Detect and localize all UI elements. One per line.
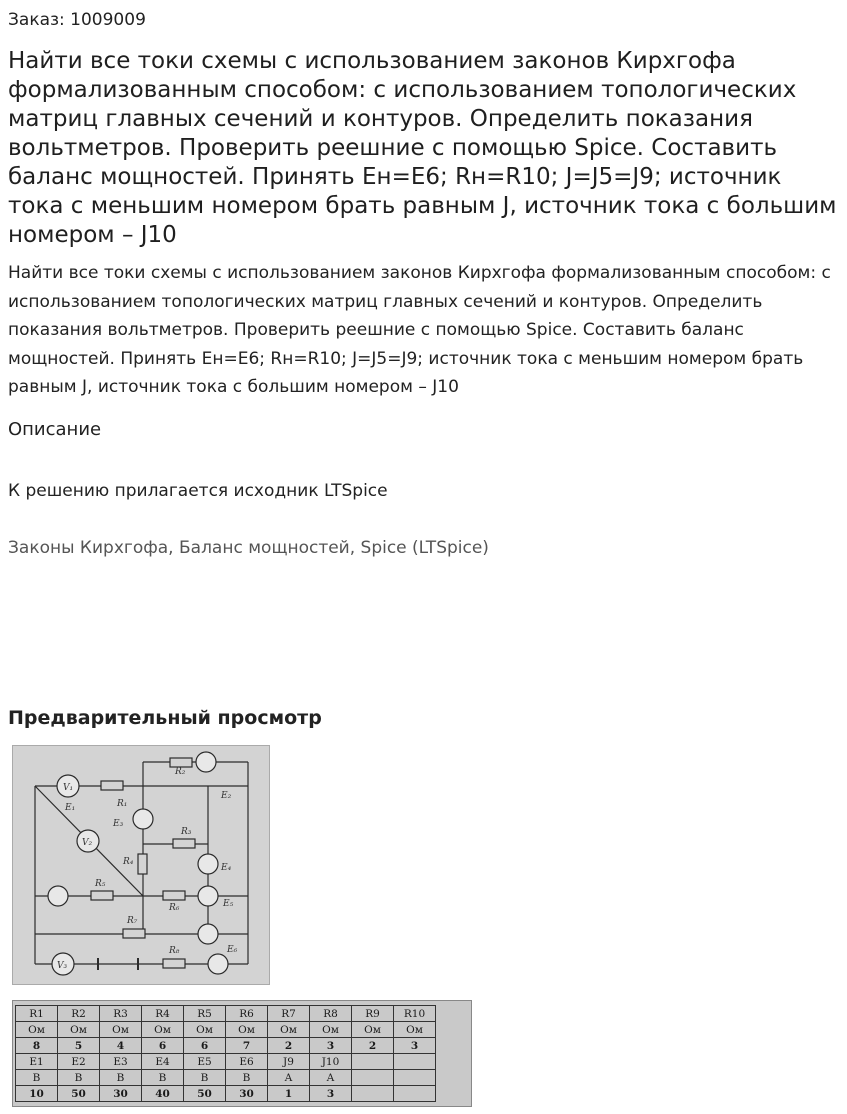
table-cell: В [100,1070,142,1086]
table-cell: 6 [142,1038,184,1054]
table-cell: А [310,1070,352,1086]
table-cell: 4 [100,1038,142,1054]
table-cell: 3 [394,1038,436,1054]
r4-label: R₄ [123,857,134,867]
tags-list[interactable]: Законы Кирхгофа, Баланс мощностей, Spice (LTSpice) [8,538,489,558]
table-cell [394,1070,436,1086]
circuit-scheme-image[interactable] [12,745,270,985]
table-row [16,1086,436,1102]
table-cell [394,1054,436,1070]
table-cell: Ом [310,1022,352,1038]
r6-label: R₆ [169,903,180,913]
r7-label: R₇ [127,916,138,926]
page-title: Найти все токи схемы с использованием законов Кирхгофа формализованным способом: с использованием топологических матриц главных сечений и контуров. Определить показания вольтметров. Проверить реешние с помощью Spice. Составить баланс мощностей. Принять Eн=E6; Rн=R10; J=J5=J9; источник тока с меньшим номером брать равным J, источник тока с большим номером – J10 [8,48,837,248]
table-cell: R3 [100,1006,142,1022]
table-cell: Ом [394,1022,436,1038]
table-cell: R8 [310,1006,352,1022]
e1-label: E₁ [65,803,76,813]
table-cell: 50 [184,1086,226,1102]
table-cell: Ом [58,1022,100,1038]
e6-label: E₆ [227,945,238,955]
r8-label: R₈ [169,946,180,956]
table-cell: 3 [310,1086,352,1102]
table-cell: Ом [100,1022,142,1038]
table-row [16,1022,436,1038]
order-number: Заказ: 1009009 [8,10,146,30]
table-cell: R9 [352,1006,394,1022]
table-cell: E1 [16,1054,58,1070]
table-cell: E3 [100,1054,142,1070]
table-cell: R1 [16,1006,58,1022]
table-cell: J10 [310,1054,352,1070]
v2-label: V₂ [82,838,93,848]
table-cell: E2 [58,1054,100,1070]
table-cell: В [16,1070,58,1086]
table-row [16,1038,436,1054]
table-cell: E6 [226,1054,268,1070]
parameters-table [15,1005,436,1102]
table-cell: E5 [184,1054,226,1070]
table-cell: В [184,1070,226,1086]
table-cell: 1 [268,1086,310,1102]
r5-label: R₅ [95,879,106,889]
table-cell: 3 [310,1038,352,1054]
table-cell [352,1070,394,1086]
attachment-note: К решению прилагается исходник LTSpice [8,481,388,501]
v1-label: V₁ [63,783,74,793]
e5-label: E₅ [223,899,234,909]
table-cell: 7 [226,1038,268,1054]
table-cell [352,1054,394,1070]
table-cell: 2 [352,1038,394,1054]
e2-label: E₂ [221,791,232,801]
table-cell [352,1086,394,1102]
table-cell: А [268,1070,310,1086]
table-cell: В [226,1070,268,1086]
table-cell: J9 [268,1054,310,1070]
task-description: Найти все токи схемы с использованием законов Кирхгофа формализованным способом: с использованием топологических матриц главных сечений и контуров. Определить показания вольтметров. Проверить реешние с помощью Spice. Составить баланс мощностей. Принять Eн=E6; Rн=R10; J=J5=J9; источник тока с меньшим номером брать равным J, источник тока с большим номером – J10 [8,263,831,397]
r1-label: R₁ [117,799,128,809]
table-cell: R2 [58,1006,100,1022]
table-cell: Ом [142,1022,184,1038]
e3-label: E₃ [113,819,124,829]
table-row [16,1054,436,1070]
table-cell: R5 [184,1006,226,1022]
table-row [16,1070,436,1086]
description-tab[interactable]: Описание [8,419,102,440]
table-cell [394,1086,436,1102]
table-cell: Ом [16,1022,58,1038]
r2-label: R₂ [175,767,186,777]
e4-label: E₄ [221,863,232,873]
table-cell: Ом [268,1022,310,1038]
table-cell: Ом [352,1022,394,1038]
table-cell: R6 [226,1006,268,1022]
table-cell: В [142,1070,184,1086]
preview-heading: Предварительный просмотр [8,707,322,729]
table-cell: R7 [268,1006,310,1022]
table-cell: 50 [58,1086,100,1102]
table-cell: R4 [142,1006,184,1022]
table-cell: 8 [16,1038,58,1054]
table-cell: 10 [16,1086,58,1102]
table-cell: В [58,1070,100,1086]
table-cell: R10 [394,1006,436,1022]
v3-label: V₃ [57,961,68,971]
table-cell: 30 [100,1086,142,1102]
r3-label: R₃ [181,827,192,837]
table-cell: Ом [226,1022,268,1038]
table-cell: 6 [184,1038,226,1054]
table-cell: Ом [184,1022,226,1038]
table-cell: 30 [226,1086,268,1102]
table-row [16,1006,436,1022]
table-cell: 2 [268,1038,310,1054]
parameters-table-image[interactable] [12,1000,472,1107]
table-cell: 5 [58,1038,100,1054]
table-cell: E4 [142,1054,184,1070]
table-cell: 40 [142,1086,184,1102]
